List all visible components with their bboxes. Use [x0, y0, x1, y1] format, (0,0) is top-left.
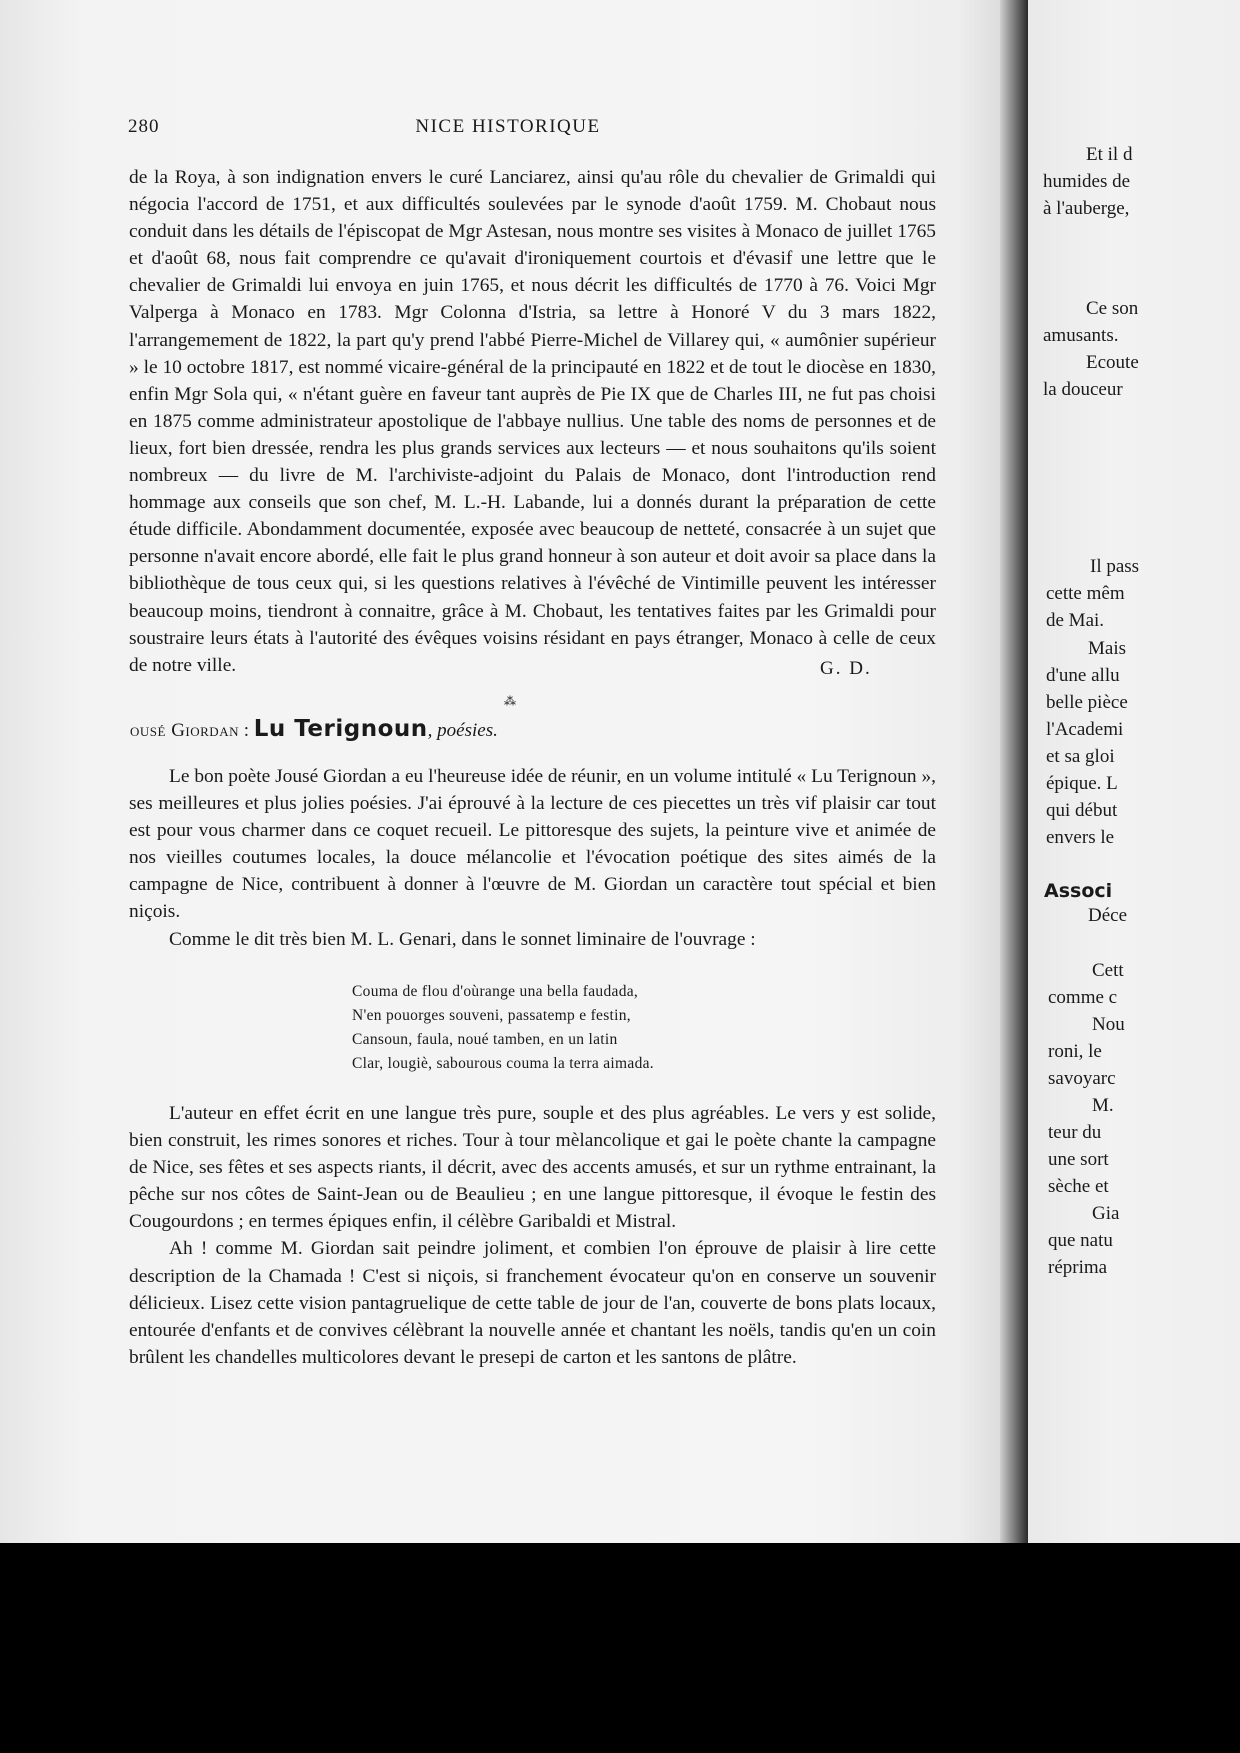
quoted-poem: [352, 980, 654, 1076]
review-signature: G. D.: [820, 658, 872, 679]
facing-line: Il pass: [1090, 556, 1140, 577]
poem-line: Cansoun, faula, noué tamben, en un latin: [352, 1031, 618, 1048]
review-1-text: [129, 164, 936, 679]
facing-line: Nou: [1092, 1014, 1125, 1035]
facing-heading: Associ: [1044, 880, 1113, 902]
facing-line: épique. L: [1046, 773, 1118, 794]
review-author: ousé Giordan: [130, 720, 239, 741]
review-paragraph: Comme le dit très bien M. L. Genari, dans le sonnet liminaire de l'ouvrage :: [169, 928, 756, 950]
book-genre: , poésies.: [427, 720, 498, 741]
facing-line: envers le: [1046, 827, 1115, 848]
facing-line: qui début: [1046, 800, 1118, 821]
facing-line: et sa gloi: [1046, 746, 1115, 767]
facing-line: cette mêm: [1046, 583, 1125, 604]
facing-line: sèche et: [1048, 1176, 1109, 1197]
facing-line: M.: [1092, 1095, 1114, 1116]
facing-line: Mais: [1088, 638, 1126, 659]
review-paragraph: Ah ! comme M. Giordan sait peindre joliment, et combien l'on éprouve de plaisir à lire cette description de la Chamada ! C'est si niçois, si franchement évocateur qu'on en conserve un souvenir délicieux. Lisez cette vision pantagruelique de cette table de jour de l'an, couverte de bons plats locaux, entourée d'enfants et de convives célèbrant la nouvelle année et chantant les noëls, tandis qu'en un coin brûlent les chandelles multicolores devant le presepi de carton et les santons de plâtre.: [129, 1238, 936, 1368]
facing-line: une sort: [1048, 1149, 1109, 1170]
facing-line: Ce son: [1086, 298, 1139, 319]
review-2-body: [129, 1100, 936, 1371]
facing-line: Ecoute: [1086, 352, 1139, 373]
facing-line: comme c: [1048, 987, 1118, 1008]
facing-line: belle pièce: [1046, 692, 1128, 713]
facing-line: de Mai.: [1046, 610, 1105, 631]
facing-line: la douceur: [1043, 379, 1123, 400]
facing-page: [1028, 0, 1240, 1543]
facing-line: Et il d: [1086, 144, 1133, 165]
facing-page-text: [1028, 0, 1240, 1543]
facing-line: roni, le: [1048, 1041, 1102, 1062]
review-heading: [130, 716, 498, 742]
review-paragraph: Le bon poète Jousé Giordan a eu l'heureuse idée de réunir, en un volume intitulé « Lu Terignoun », ses meilleures et plus jolies poésies. J'ai éprouvé à la lecture de ces piecettes un très vif plaisir car tout est pour vous charmer dans ce coquet recueil. Le pittoresque des sujets, la peinture vive et animée de nos vieilles coutumes locales, la douce mélancolie et l'évocation poétique des sites aimés de la campagne de Nice, contribuent à donner à l'œuvre de M. Giordan un caractère tout spécial et bien niçois.: [129, 766, 936, 923]
facing-line: Gia: [1092, 1203, 1120, 1224]
facing-line: amusants.: [1043, 325, 1119, 346]
facing-line: à l'auberge,: [1043, 198, 1130, 219]
book-title: Lu Terignoun: [253, 716, 428, 742]
poem-line: N'en pouorges souveni, passatemp e festin,: [352, 1007, 631, 1024]
running-head: [128, 116, 888, 140]
facing-line: l'Academi: [1046, 719, 1124, 740]
facing-line: savoyarc: [1048, 1068, 1116, 1089]
facing-line: que natu: [1048, 1230, 1113, 1251]
facing-line: d'une allu: [1046, 665, 1120, 686]
poem-line: Clar, lougiè, sabourous couma la terra aimada.: [352, 1055, 654, 1072]
review-paragraph: L'auteur en effet écrit en une langue très pure, souple et des plus agréables. Le vers y est solide, bien construit, les rimes sonores et riches. Tour à tour mèlancolique et gai le poète chante la campagne de Nice, ses fêtes et ses aspects riants, il décrit, avec des accents amusés, et sur un rythme entrainant, la pêche sur nos côtes de Saint-Jean ou de Beaulieu ; en une langue pittoresque, il évoque le festin des Cougourdons ; en termes épiques enfin, il célèbre Garibaldi et Mistral.: [129, 1103, 936, 1233]
review-1-paragraph: de la Roya, à son indignation envers le curé Lanciarez, ainsi qu'au rôle du chevalier de Grimaldi qui négocia l'accord de 1751, et aux difficultés soulevées par le synode d'août 1759. M. Chobaut nous conduit dans les détails de l'épiscopat de Mgr Astesan, nous montre ses visites à Monaco de juillet 1765 et d'août 68, nous fait comprendre ce qu'avait d'ironiquement courtois et d'évasif une lettre que le chevalier de Grimaldi lui envoya en juin 1765, et nous décrit les difficultés de 1770 à 76. Voici Mgr Valperga à Monaco en 1783. Mgr Colonna d'Istria, sa lettre à Honoré V du 3 mars 1822, l'arrangemement de 1822, la part qu'y prend l'abbé Pierre-Michel de Villarey qui, « aumônier supérieur » le 10 octobre 1817, est nommé vicaire-général de la principauté en 1822 et de tout le diocèse en 1830, enfin Mgr Sola qui, « n'étant guère en faveur tant auprès de Pie IX que de Charles III, ne fut pas choisi en 1875 comme administrateur apostolique de l'abbaye nullius. Une table des noms de personnes et de lieux, fort bien dressée, rendra les plus grands services aux lecteurs — et nous souhaitons qu'ils soient nombreux — du livre de M. l'archiviste-adjoint du Palais de Monaco, dont l'introduction rend hommage aux conseils que son chef, M. L.-H. Labande, lui a donnés durant la préparation de cette étude difficile. Abondamment documentée, exposée avec beaucoup de netteté, consacrée à un sujet que personne n'avait encore abordé, elle fait le plus grand honneur à son auteur et doit avoir sa place dans la bibliothèque de tous ceux qui, si les questions relatives à l'évêché de Vintimille peuvent les intéresser beaucoup moins, tiendront à connaitre, grâce à M. Chobaut, les tentatives faites par les Grimaldi pour soustraire leurs états à l'autorité des évêques voisins résidant en pays étranger, Monaco à celle de ceux de notre ville.: [129, 167, 936, 676]
review-2-intro: [129, 763, 936, 953]
book-gutter-shadow: [1000, 0, 1030, 1543]
heading-separator: :: [238, 720, 254, 741]
page-number: 280: [128, 116, 160, 137]
journal-title: NICE HISTORIQUE: [415, 116, 601, 137]
facing-line: Cett: [1092, 960, 1124, 981]
asterism-divider: ⁂: [504, 694, 516, 708]
facing-line: teur du: [1048, 1122, 1102, 1143]
facing-line: Déce: [1088, 905, 1128, 926]
poem-line: Couma de flou d'oùrange una bella faudada,: [352, 983, 639, 1000]
facing-line: humides de: [1043, 171, 1131, 192]
facing-line: réprima: [1048, 1257, 1108, 1278]
